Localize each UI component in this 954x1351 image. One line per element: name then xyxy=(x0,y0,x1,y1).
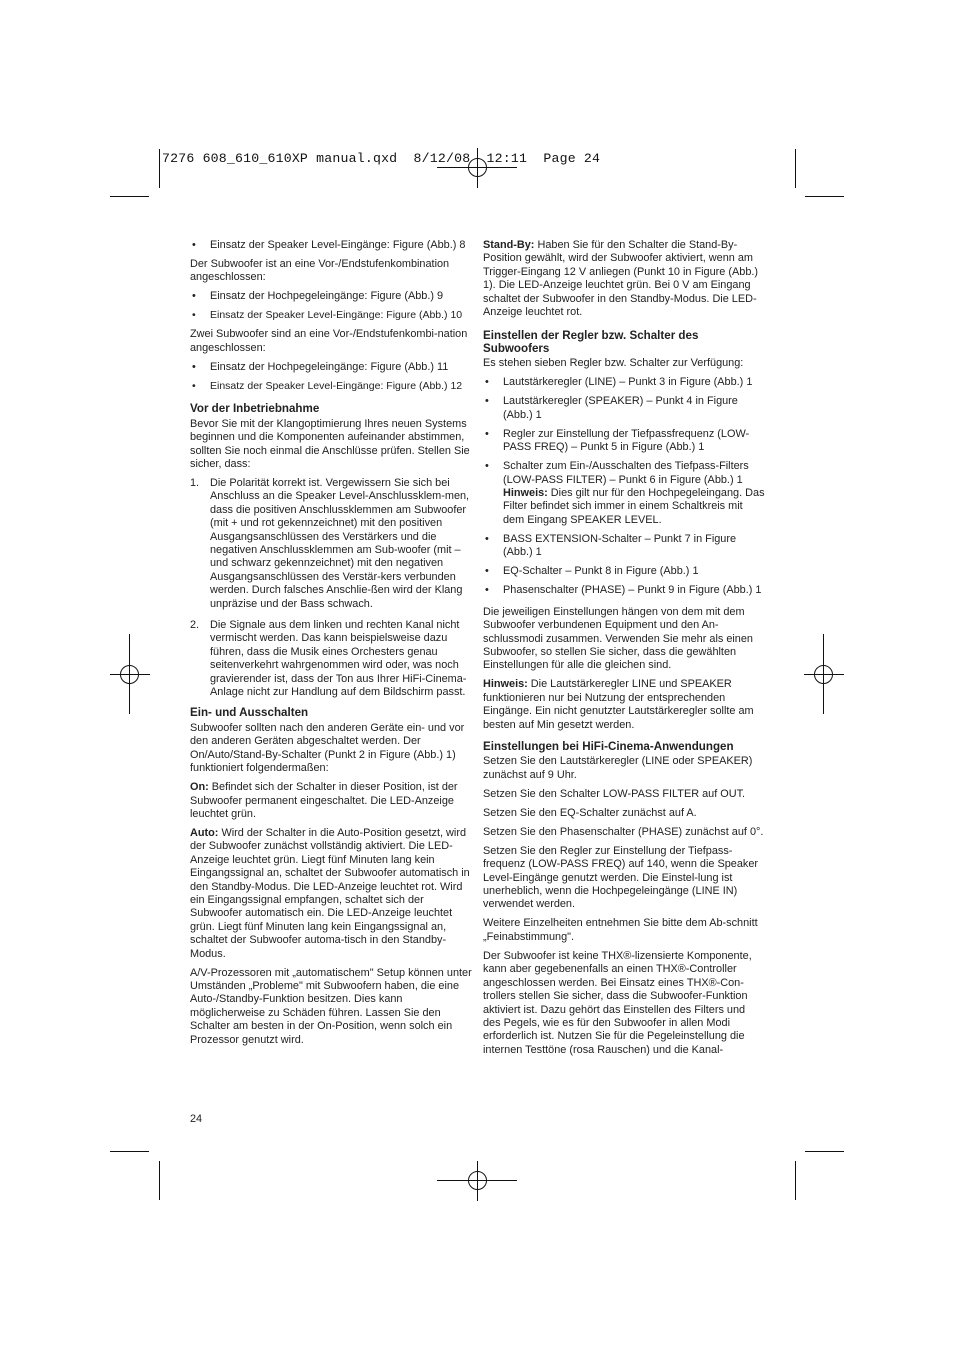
paragraph xyxy=(190,781,472,821)
term-text: Wird der Schalter in die Auto-Position gesetzt, wird der Subwoofer zunächst vollständig aktiviert. Die LED-Anzeige leuchtet grün. Liegt fünf Minuten lang kein Eingangssignal an, schaltet der Subwoofer automatisch in den Standby-Modus. Die LED-Anzeige leuchtet rot. Wird ein Eingangssignal empfangen, schaltet sich der Subwoofer automatisch ein. Die LED-Anzeige leuchtet grün. Liegt fünf Minuten lang kein Eingangssignal an, schaltet der Subwoofer automa-tisch in den Standby-Modus. xyxy=(190,826,470,960)
paragraph: Setzen Sie den Lautstärkeregler (LINE oder SPEAKER) zunächst auf 9 Uhr. xyxy=(483,755,753,781)
paragraph xyxy=(190,827,472,961)
paragraph: Es stehen sieben Regler bzw. Schalter zur Verfügung: xyxy=(483,357,744,370)
paragraph: Setzen Sie den Phasenschalter (PHASE) zunächst auf 0°. xyxy=(483,825,764,838)
item-number: 2. xyxy=(190,619,200,631)
term-text: Dies gilt nur für den Hochpegeleingang. Das Filter befindet sich immer in einem Schaltkreis mit dem Eingang SPEAKER LEVEL. xyxy=(503,487,765,526)
crop-mark xyxy=(805,196,844,197)
section-heading: Vor der Inbetriebnahme xyxy=(190,402,320,416)
bullet-item: • Phasenschalter (PHASE) – Punkt 9 in Figure (Abb.) 1 xyxy=(483,584,765,597)
crop-mark xyxy=(110,1151,149,1152)
numbered-item xyxy=(190,619,472,699)
registration-mark-left xyxy=(110,634,150,714)
item-number: 1. xyxy=(190,476,200,489)
crop-mark xyxy=(805,1151,844,1152)
term-label: Auto: xyxy=(190,826,219,839)
registration-mark-top xyxy=(437,148,517,188)
bullet-item: • Einsatz der Speaker Level-Eingänge: Figure (Abb.) 12 xyxy=(190,380,472,393)
paragraph: A/V-Prozessoren mit „automatischem" Setup können unter Umständen „Probleme" mit Subwoofern haben, die eine Auto-/Standby-Funktion besitzen. Dies kann möglicherweise zu Schäden führen. Lassen Sie den Schalter am besten in der On-Position, wenn solch ein Prozessor genutzt wird. xyxy=(190,966,472,1046)
bullet-item: • Einsatz der Speaker Level-Eingänge: Figure (Abb.) 8 xyxy=(190,239,472,252)
term-text: Haben Sie für den Schalter die Stand-By-Position gewählt, wird der Subwoofer aktiviert, wenn am Trigger-Eingang 12 V anliegen (Punkt 10 in Figure (Abb.) 1). Die LED-Anzeige leuchtet grün. Bei 0 V am Eingang schaltet der Subwoofer in den Standby-Modus. Die LED-Anzeige leuchtet rot. xyxy=(483,239,759,319)
paragraph: Die jeweiligen Einstellungen hängen von dem mit dem Subwoofer verbundenen Equipment und den An-schlussmodi zusammen. Verwenden Sie mehr als einen Subwoofer, so stellen Sie sicher, dass die gewählten Einstellungen für alle die gleichen sind. xyxy=(483,605,753,672)
term-label: Stand-By: xyxy=(483,239,535,251)
term-text: Befindet sich der Schalter in dieser Position, ist der Subwoofer permanent eingeschaltet. Die LED-Anzeige leuchtet grün. xyxy=(190,781,458,820)
term-label: Hinweis: xyxy=(503,487,548,500)
section-heading: Ein- und Ausschalten xyxy=(190,706,309,720)
section-heading: Einstellen der Regler bzw. Schalter des Subwoofers xyxy=(483,329,699,355)
paragraph: Zwei Subwoofer sind an eine Vor-/Endstufenkombi-nation angeschlossen: xyxy=(190,328,468,354)
left-column xyxy=(190,239,472,1053)
bullet-item: • Einsatz der Speaker Level-Eingänge: Figure (Abb.) 10 xyxy=(190,309,472,322)
paragraph: Der Subwoofer ist keine THX®-lizensierte Komponente, kann aber gegebenenfalls an einen THX®-Controller angeschlossen werden. Bei Einsatz eines THX®-Con-trollers stellen Sie sicher, dass die Subwoofer-Funktion aktiviert ist. Dazu gehört das Einstellen des Filters und des Pegels, wie es für den Subwoofer in allen Modi erforderlich ist. Nutzen Sie für die Pegeleinstellung die internen Testtöne (rosa Rauschen) und die Kanal- xyxy=(483,949,752,1056)
paragraph xyxy=(483,678,765,732)
file-slug: 7276 608_610_610XP manual.qxd 8/12/08 12:11 Page 24 xyxy=(162,151,601,166)
crop-mark xyxy=(110,196,149,197)
bullet-item: • Lautstärkeregler (SPEAKER) – Punkt 4 in Figure (Abb.) 1 xyxy=(483,395,765,422)
bullet-item: • Einsatz der Hochpegeleingänge: Figure (Abb.) 9 xyxy=(190,290,472,303)
item-text: Die Polarität korrekt ist. Vergewissern Sie sich bei Anschluss an die Speaker Level-Anschlussklem-men, dass die positiven Anschlussklemmen am Subwoofer (mit + und rot gekennzeichnet) mit den positiven Ausgangsanschlüssen des Verstärkers und die negativen Anschlussklemmen am Sub-woofer (mit – und schwarz gekennzeichnet) mit den negativen Ausgangsanschlüssen des Verstär-kers verbunden werden. Durch falsches Anschlie-ßen wird der Klang unpräzise und der Bass schwach. xyxy=(210,476,470,610)
paragraph: Setzen Sie den Schalter LOW-PASS FILTER auf OUT. xyxy=(483,787,746,800)
numbered-item xyxy=(190,477,472,611)
term-label: Hinweis: xyxy=(483,678,528,691)
page-number: 24 xyxy=(190,1113,203,1125)
item-text: Schalter zum Ein-/Ausschalten des Tiefpass-Filters (LOW-PASS FILTER) – Punkt 6 in Figure (Abb.) 1 xyxy=(503,460,749,486)
crop-mark xyxy=(159,149,160,188)
bullet-item: • Regler zur Einstellung der Tiefpassfrequenz (LOW-PASS FREQ) – Punkt 5 in Figure (Abb.) 1 xyxy=(483,428,765,455)
term-label: On: xyxy=(190,781,209,794)
bullet-item xyxy=(483,460,765,527)
paragraph xyxy=(483,239,765,319)
bullet-item: • Lautstärkeregler (LINE) – Punkt 3 in Figure (Abb.) 1 xyxy=(483,376,765,389)
paragraph: Subwoofer sollten nach den anderen Geräte ein- und vor den anderen Geräten abgeschaltet werden. Der On/Auto/Stand-By-Schalter (Punkt 2 in Figure (Abb.) 1) funktioniert folgendermaßen: xyxy=(190,721,465,775)
crop-mark xyxy=(795,149,796,188)
paragraph: Setzen Sie den Regler zur Einstellung der Tiefpass-frequenz (LOW-PASS FREQ) auf 140, wenn die Speaker Level-Eingänge genutzt werden. Die Einstel-lung ist unerheblich, wenn die Hochpegeleingänge (LINE IN) verwendet werden. xyxy=(483,844,759,911)
bullet-item: • Einsatz der Hochpegeleingänge: Figure (Abb.) 11 xyxy=(190,361,472,374)
section-heading: Einstellungen bei HiFi-Cinema-Anwendungen xyxy=(483,739,734,753)
crop-mark xyxy=(795,1161,796,1200)
bullet-item: • BASS EXTENSION-Schalter – Punkt 7 in Figure (Abb.) 1 xyxy=(483,533,765,560)
registration-mark-bottom xyxy=(437,1161,517,1201)
paragraph: Bevor Sie mit der Klangoptimierung Ihres neuen Systems beginnen und die Komponenten aufeinander abstimmen, sollten Sie noch einmal die Anschlüsse prüfen. Stellen Sie sicher, dass: xyxy=(190,417,470,470)
item-text: Die Signale aus dem linken und rechten Kanal nicht vermischt werden. Das kann beispielsweise dazu führen, dass die Musik eines Orchesters genau seitenverkehrt wahrgenommen wird oder, was noch gravierender ist, dass der Ton aus Ihrer HiFi-Cinema-Anlage nicht zur Handlung auf dem Bildschirm passt. xyxy=(210,619,467,699)
crop-mark xyxy=(159,1161,160,1200)
bullet-item: • EQ-Schalter – Punkt 8 in Figure (Abb.) 1 xyxy=(483,565,765,578)
paragraph: Weitere Einzelheiten entnehmen Sie bitte dem Ab-schnitt „Feinabstimmung". xyxy=(483,917,758,943)
registration-mark-right xyxy=(804,634,844,714)
paragraph: Der Subwoofer ist an eine Vor-/Endstufenkombination angeschlossen: xyxy=(190,258,450,284)
term-text: Die Lautstärkeregler LINE und SPEAKER funktionieren nur bei Nutzung der entsprechenden Eingänge. Ein nicht genutzter Lautstärkeregler sollte am besten auf Min gesetzt werden. xyxy=(483,678,754,731)
right-column xyxy=(483,239,765,1063)
paragraph: Setzen Sie den EQ-Schalter zunächst auf A. xyxy=(483,806,697,819)
